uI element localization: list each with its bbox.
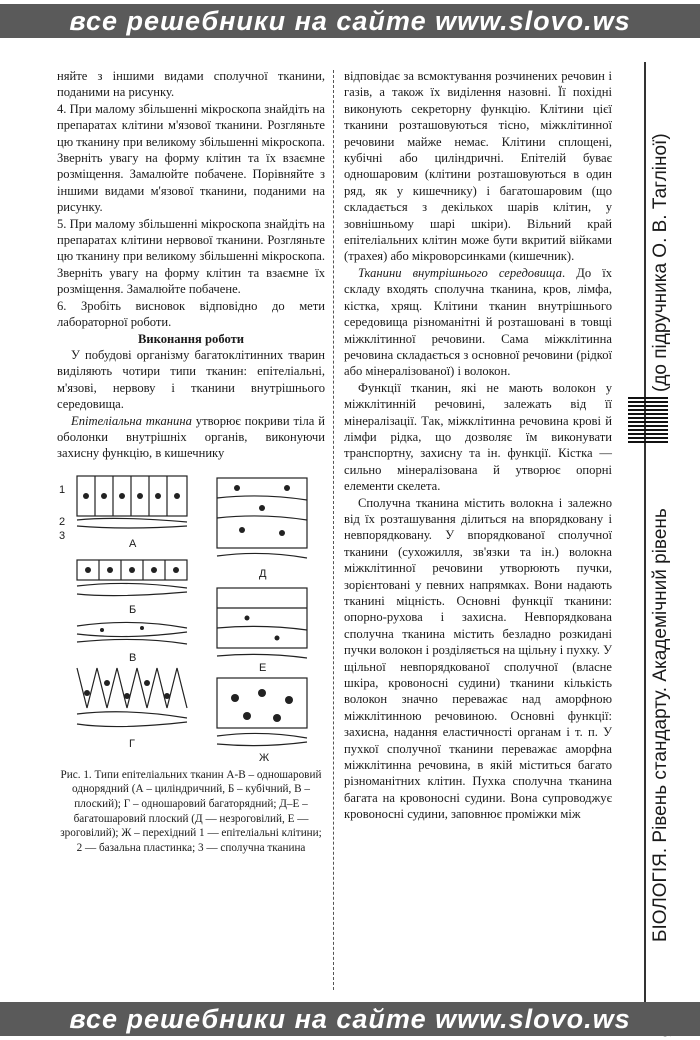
top-banner: все решебники на сайте www.slovo.ws	[0, 4, 700, 38]
figure-label: Ж	[259, 751, 270, 764]
term: Тканини внутрішнього середовища	[358, 265, 562, 280]
figure-caption: Рис. 1. Типи епітеліальних тканин А-В – одношаровий однорядний (А – циліндричний, Б – кубічний, В – плоский); Г – одношаровий багаторядний; Д–Е – багатошаровий плоский (Д — незроговілий, Е — зроговілий); Ж – перехідний 1 — епітеліальні клітини; 2 — базальна пластинка; 3 — сполучна тканина	[60, 768, 322, 854]
figure-label: Е	[259, 661, 267, 674]
figure-label: 1	[59, 483, 66, 496]
epithelium-figure	[57, 468, 325, 768]
paragraph: Сполучна тканина містить волокна і залежно від їх розташування ділиться на впорядковану і невпорядковану. У впорядкованої сполучної тканини (сухожилля, зв'язки та ін.) волокна міжклітинної речовини утворюють пучки, зорієнтовані у певних напрямках. Вони надають тканині міцність. Основні функції тканини: опорно-рухова і захисна. Невпорядкована сполучна тканина містить безладно розкидані пучки волокон і розділяється на щільну і пухку. У щільної невпорядкованої сполучної (власне шкіра, кровоносні судини) тканини кількість волокон значно переважає над аморфною міжклітинною речовиною. Основні функції: захисна, надання еластичності органам і т. п. У пухкої сполучної тканини переважає аморфна міжклітинна речовина, в якій міститься багато різноманітних клітин. Пухка сполучна тканина багата на кровоносні судини. Вона супроводжує кровоносні судини, заповнює проміжки між	[344, 495, 612, 822]
side-rule	[644, 62, 646, 1002]
figure-label: Г	[129, 737, 135, 750]
side-subtitle: (до підручника О. В. Тагліної)	[650, 133, 671, 392]
right-column	[344, 68, 612, 823]
column-divider	[333, 70, 334, 990]
left-column	[57, 68, 325, 855]
epithelium-drawing	[57, 468, 325, 768]
figure-label: Б	[129, 603, 137, 616]
bottom-banner: все решебники на сайте www.slovo.ws	[0, 1002, 700, 1036]
figure-label: Д	[259, 567, 267, 580]
paragraph: Функції тканин, які не мають волокон у міжклітинній речовині, залежать від її мінералізації. Так, міжклітинна речовина крові й лімфи рідка, що дозволяє їм виконувати транспортну, захисну та ін. функції. Кістка — сильно мінералізована й утворює опорні елементи скелета.	[344, 380, 612, 494]
paragraph	[344, 265, 612, 380]
paragraph-text: . До їх складу входять сполучна тканина, кров, лімфа, кістка, хрящ. Клітини тканин внутрішнього середовища різноманітні й розташовані в товщі міжклітинної речовини. Сама міжклітинна речовина складається з основної речовини (рідкої або мінералізованої) і волокон.	[344, 265, 612, 379]
figure-label: 3	[59, 529, 66, 542]
paragraph: У побудові організму багатоклітинних тварин виділяють чотири типи тканин: епітеліальні, м'язові, нервову і тканини внутрішнього середовища.	[57, 347, 325, 412]
paragraph: 6. Зробіть висновок відповідно до мети лабораторної роботи.	[57, 298, 325, 330]
side-strip	[620, 62, 682, 1002]
side-title: БІОЛОГІЯ. Рівень стандарту. Академічний рівень	[650, 508, 671, 942]
section-title: Виконання роботи	[137, 331, 245, 346]
paragraph: 4. При малому збільшенні мікроскопа знайдіть на препаратах клітини м'язової тканини. Розгляньте цю тканину при великому збільшенні мікроскопа. Зверніть увагу на форму клітин та їх взаємне розміщення. Замалюйте побачене. Порівняйте з іншими видами м'язової тканини, поданими на рисунку.	[57, 101, 326, 215]
paragraph-text: утворює покриви тіла й оболонки внутрішніх органів, виконуючи захисну функцію, в кишечнику	[57, 413, 326, 461]
figure-label: 2	[59, 515, 66, 528]
paragraph: відповідає за всмоктування розчинених речовин і газів, а також їх виділення назовні. Її похідні виконують секреторну функцію. Клітини цієї тканини розташовуються тісно, міжклітинної речовини майже немає. Клітини сплощені, кубічні або циліндричні. Епітелій буває одношаровим (клітини розташовуються в один ряд, як у кишечнику) і багатошаровим (що складається з декількох шарів клітин, у зовнішньому шарі шкіри). Вільний край епітеліальних клітин може бути вкритий війками (трахея) або мікроворсинками (кишечник).	[344, 69, 612, 264]
figure-label: А	[129, 537, 137, 550]
figure-label: В	[129, 651, 137, 664]
paragraph: няйте з іншими видами сполучної тканини, поданими на рисунку.	[57, 69, 325, 100]
side-bars-decoration	[628, 397, 668, 447]
paragraph: 5. При малому збільшенні мікроскопа знайдіть на препаратах клітини нервової тканини. Розгляньте цю тканину при великому збільшенні мікроскопа. Зверніть увагу на форму клітин та взаємне їх розміщення. Замалюйте побачене.	[57, 216, 326, 297]
paragraph	[57, 413, 325, 462]
term: Епітеліальна тканина	[71, 413, 192, 428]
